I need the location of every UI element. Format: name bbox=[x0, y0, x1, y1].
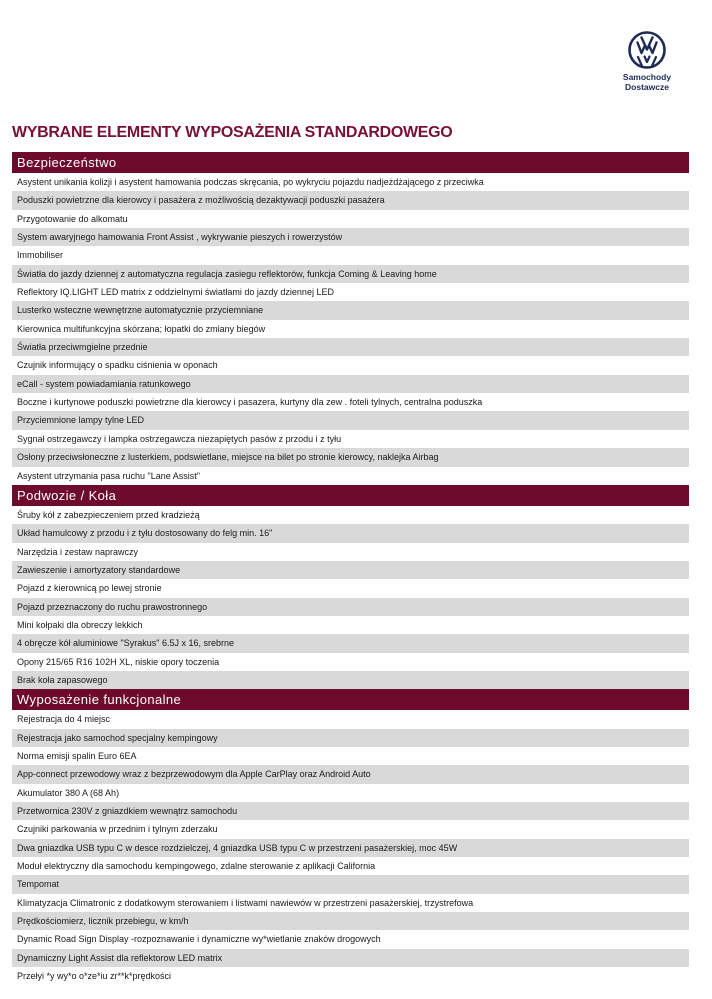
equipment-item: Dynamiczny Light Assist dla reflektorow LED matrix bbox=[12, 949, 689, 967]
equipment-item: Klimatyzacja Climatronic z dodatkowym sterowaniem i listwami nawiewów w przestrzeni pasażerskiej, trzystrefowa bbox=[17, 897, 474, 908]
equipment-item: System awaryjnego hamowania Front Assist , wykrywanie pieszych i rowerzystów bbox=[12, 228, 689, 246]
equipment-item: Przyciemnione lampy tylne LED bbox=[12, 411, 689, 429]
section-header: Bezpieczeństwo bbox=[12, 152, 689, 173]
equipment-item: Lusterko wsteczne wewnętrzne automatycznie przyciemniane bbox=[12, 301, 689, 319]
brand-name bbox=[614, 72, 680, 92]
equipment-item: Brak koła zapasowego bbox=[12, 671, 689, 689]
equipment-item: Norma emisji spalin Euro 6EA bbox=[17, 750, 137, 761]
vw-logo-icon bbox=[627, 30, 667, 70]
equipment-item: Pojazd z kierownicą po lewej stronie bbox=[17, 583, 162, 594]
equipment-item: Sygnał ostrzegawczy i lampka ostrzegawcza niezapiętych pasów z przodu i z tyłu bbox=[17, 433, 342, 444]
equipment-item: Moduł elektryczny dla samochodu kempingowego, zdalne sterowanie z aplikacji California bbox=[17, 861, 376, 872]
page-title: WYBRANE ELEMENTY WYPOSAŻENIA STANDARDOWEGO bbox=[12, 124, 453, 141]
equipment-item: eCall - system powiadamiania ratunkowego bbox=[12, 375, 689, 393]
equipment-item: Tempomat bbox=[12, 875, 689, 893]
equipment-item: Asystent unikania kolizji i asystent hamowania podczas skręcania, po wykryciu pojazdu nadjeżdżającego z przeciwka bbox=[17, 177, 484, 187]
equipment-item: Rejestracja do 4 miejsc bbox=[17, 714, 111, 725]
brand-line-2: Dostawcze bbox=[625, 82, 669, 92]
equipment-item: Dwa gniazdka USB typu C w desce rozdzielczej, 4 gniazdka USB typu C w przestrzeni pasażerskiej, moc 45W bbox=[12, 839, 689, 857]
equipment-item: Narzędzia i zestaw naprawczy bbox=[17, 546, 139, 557]
section-header: Wyposażenie funkcjonalne bbox=[12, 689, 689, 710]
equipment-item: Boczne i kurtynowe poduszki powietrzne dla kierowcy i pasazera, kurtyny dla zew . foteli tylnych, centralna poduszka bbox=[17, 397, 483, 408]
equipment-item: Asystent utrzymania pasa ruchu "Lane Assist" bbox=[17, 470, 200, 481]
equipment-item: App-connect przewodowy wraz z bezprzewodowym dla Apple CarPlay oraz Android Auto bbox=[12, 765, 689, 783]
equipment-item: Mini kołpaki dla obreczy lekkich bbox=[17, 619, 143, 630]
equipment-item: Immobiliser bbox=[17, 250, 64, 261]
equipment-item: Kierownica multifunkcyjna skórzana; łopatki do zmiany biegów bbox=[17, 323, 266, 334]
equipment-item: Przetwornica 230V z gniazdkiem wewnątrz samochodu bbox=[12, 802, 689, 820]
equipment-item: Światła przeciwmgielne przednie bbox=[12, 338, 689, 356]
brand-logo bbox=[614, 30, 680, 92]
equipment-item: Pojazd przeznaczony do ruchu prawostronnego bbox=[12, 598, 689, 616]
equipment-item: Czujnik informujący o spadku ciśnienia w oponach bbox=[17, 360, 218, 371]
equipment-item: Akumulator 380 A (68 Ah) bbox=[17, 787, 120, 798]
equipment-item: Światła do jazdy dziennej z automatyczna regulacja zasiegu reflektorów, funkcja Coming & Leaving home bbox=[12, 265, 689, 283]
equipment-item: Przygotowanie do alkomatu bbox=[17, 213, 128, 224]
equipment-item: Rejestracja jako samochod specjalny kempingowy bbox=[12, 729, 689, 747]
equipment-list bbox=[12, 152, 689, 985]
equipment-item: 4 obręcze kół aluminiowe "Syrakus" 6.5J x 16, srebrne bbox=[12, 634, 689, 652]
equipment-item: Układ hamulcowy z przodu i z tyłu dostosowany do felg min. 16" bbox=[12, 524, 689, 542]
equipment-item: Opony 215/65 R16 102H XL, niskie opory toczenia bbox=[17, 656, 220, 667]
brand-line-1: Samochody bbox=[622, 72, 672, 82]
equipment-item: Przełyi *y wy*o o*ze*iu zr**k*prędkości bbox=[17, 971, 172, 982]
equipment-item: Śruby kół z zabezpieczeniem przed kradzieżą bbox=[17, 509, 200, 520]
equipment-item: Osłony przeciwsłoneczne z lusterkiem, podswietlane, miejsce na bilet po stronie kierowcy, naklejka Airbag bbox=[12, 448, 689, 466]
equipment-item: Zawieszenie i amortyzatory standardowe bbox=[12, 561, 689, 579]
section-header: Podwozie / Koła bbox=[12, 485, 689, 506]
equipment-item: Czujniki parkowania w przednim i tylnym zderzaku bbox=[17, 824, 218, 835]
equipment-item: Reflektory IQ.LIGHT LED matrix z oddzielnymi światłami do jazdy dziennej LED bbox=[17, 287, 334, 298]
equipment-item: Prędkościomierz, licznik przebiegu, w km/h bbox=[12, 912, 689, 930]
equipment-item: Poduszki powietrzne dla kierowcy i pasażera z możliwością dezaktywacji poduszki pasażera bbox=[12, 191, 689, 209]
equipment-item: Dynamic Road Sign Display -rozpoznawanie i dynamiczne wy*wietlanie znaków drogowych bbox=[17, 934, 381, 945]
